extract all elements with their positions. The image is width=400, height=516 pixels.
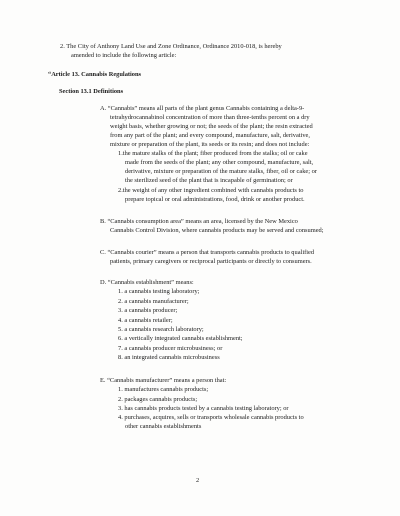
def-a-line-2: tetrahydrocannabinol concentration of more than three-tenths percent on a dry (110, 114, 310, 121)
def-d-item-6: 6. a vertically integrated cannabis establishment; (118, 335, 243, 342)
def-e-item-1: 1. manufactures cannabis products; (118, 386, 209, 393)
article-title: “Article 13. Cannabis Regulations (48, 71, 142, 78)
def-a-line-4: from any part of the plant; and every compound, manufacture, salt, derivative, (110, 132, 310, 139)
def-d-item-1: 1. a cannabis testing laboratory; (118, 288, 200, 295)
def-a-line-1: A. “Cannabis” means all parts of the plant genus Cannabis containing a delta-9- (100, 105, 305, 112)
def-d-item-2: 2. a cannabis manufacturer; (118, 298, 189, 305)
intro-line-2: amended to include the following article: (71, 52, 177, 59)
def-b-line-2: Cannabis Control Division, where cannabis products may be served and consumed; (110, 227, 324, 234)
def-a-line-5: mixture or preparation of the plant, its seeds or its resin; and does not include: (110, 141, 310, 148)
def-a-sub1-line-1: 1.the mature stalks of the plant; fiber produced from the stalks; oil or cake (118, 150, 308, 157)
def-a-sub1-line-3: derivative, mixture or preparation of the mature stalks, fiber, oil or cake; or (125, 168, 317, 175)
def-e-item-3: 3. has cannabis products tested by a cannabis testing laboratory; or (118, 405, 289, 412)
def-a-line-3: weight basis, whether growing or not; the seeds of the plant; the resin extracted (110, 123, 313, 130)
def-c-line-1: C. “Cannabis courier” means a person that transports cannabis products to qualified (100, 249, 315, 256)
def-a-sub2-line-2: prepare topical or oral administrations, food, drink or another product. (125, 196, 305, 203)
def-d-item-4: 4. a cannabis retailer; (118, 317, 173, 324)
def-d-lead: D. “Cannabis establishment” means: (100, 279, 194, 286)
def-e-item-4-cont: other cannabis establishments (125, 423, 202, 430)
def-c-line-2: patients, primary caregivers or reciprocal participants or directly to consumers. (110, 258, 312, 265)
page-number: 2 (196, 477, 200, 484)
intro-line-1: 2. The City of Anthony Land Use and Zone Ordinance, Ordinance 2010-018, is hereby (60, 43, 282, 50)
def-a-sub1-line-4: the sterilized seed of the plant that is incapable of germination; or (125, 177, 293, 184)
section-title: Section 13.1 Definitions (59, 88, 124, 95)
def-d-item-8: 8. an integrated cannabis microbusiness (118, 354, 220, 361)
def-e-item-2: 2. packages cannabis products; (118, 396, 198, 403)
def-b-line-1: B. “Cannabis consumption area” means an area, licensed by the New Mexico (100, 218, 298, 225)
def-d-item-3: 3. a cannabis producer; (118, 307, 178, 314)
def-e-item-4: 4. purchases, acquires, sells or transports wholesale cannabis products to (118, 414, 304, 421)
def-a-sub1-line-2: made from the seeds of the plant; any other compound, manufacture, salt, (125, 159, 314, 166)
def-d-item-5: 5. a cannabis research laboratory; (118, 326, 204, 333)
def-a-sub2-line-1: 2.the weight of any other ingredient combined with cannabis products to (118, 187, 304, 194)
def-d-item-7: 7. a cannabis producer microbusiness; or (118, 345, 223, 352)
def-e-lead: E. “Cannabis manufacturer” means a person that: (100, 377, 227, 384)
